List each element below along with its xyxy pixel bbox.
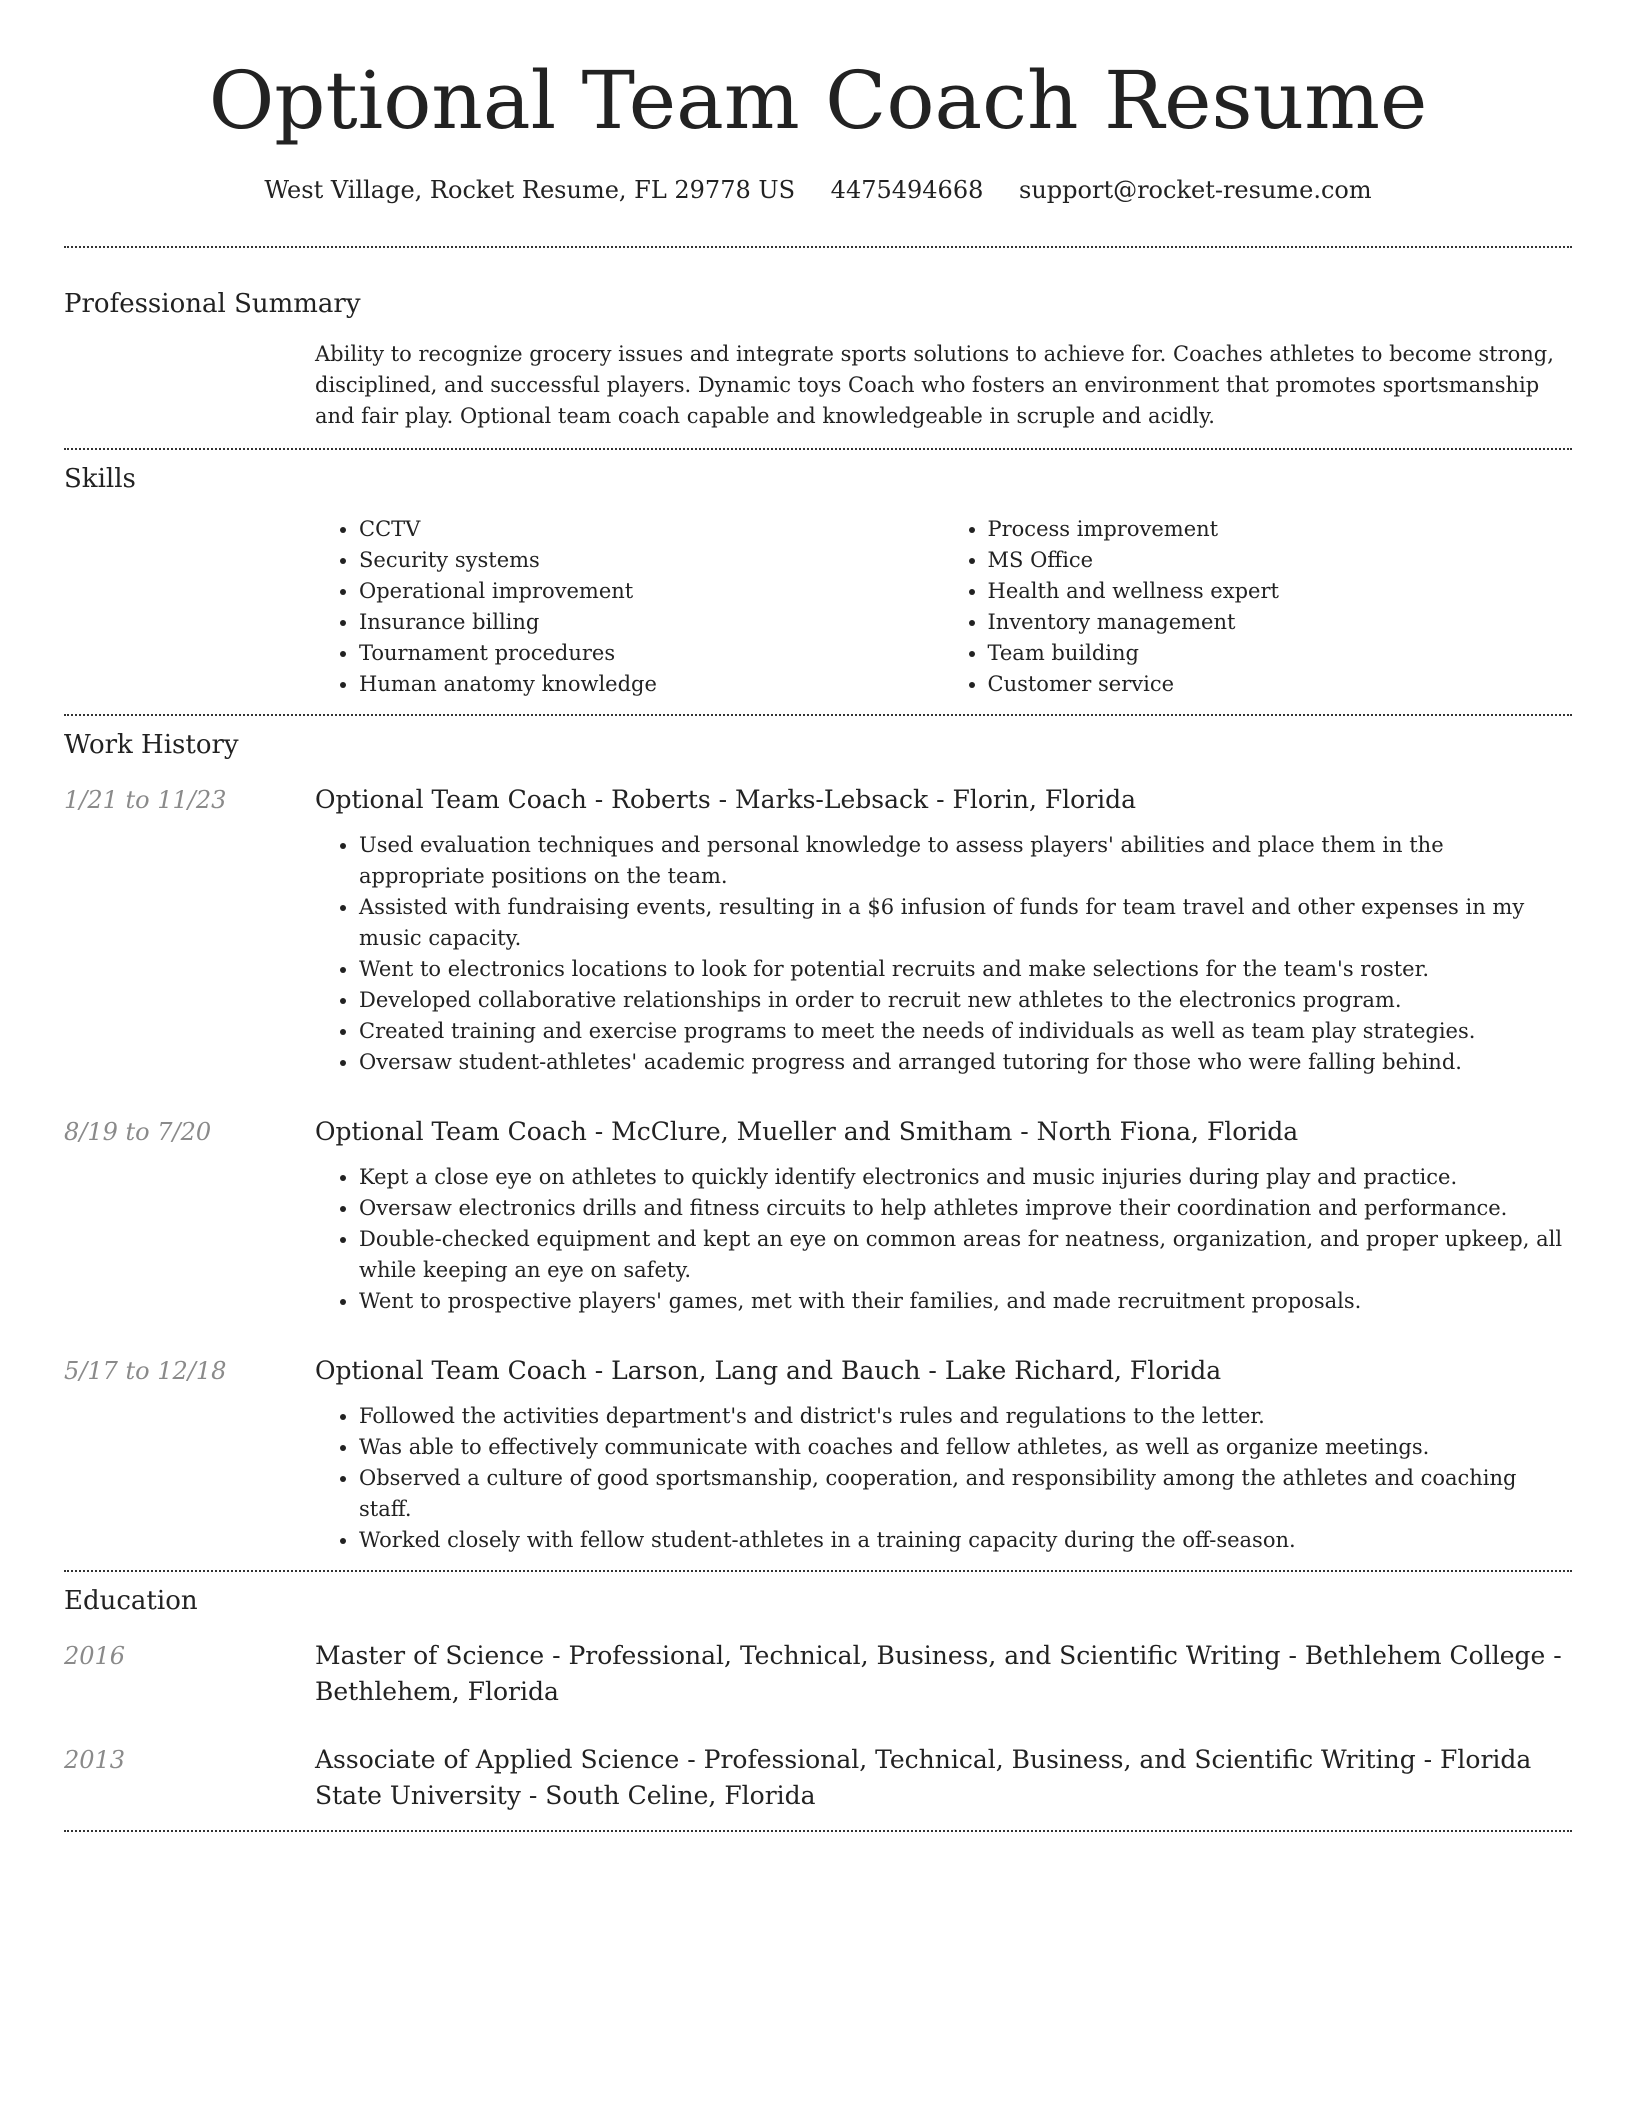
job-bullet: • Was able to effectively communicate with coaches and fellow athletes, as well as organize meetings. (359, 1432, 1572, 1463)
job-bullet: • Developed collaborative relationships in order to recruit new athletes to the electronics program. (359, 985, 1572, 1016)
education-year: 2013 (64, 1746, 126, 1774)
job-bullet: • Used evaluation techniques and personal knowledge to assess players' abilities and place them in the appropriate positions on the team. (359, 830, 1572, 892)
job-header (64, 1353, 1572, 1389)
job-bullet: • Created training and exercise programs to meet the needs of individuals as well as team play strategies. (359, 1016, 1572, 1047)
job-bullet: • Followed the activities department's and district's rules and regulations to the letter. (359, 1401, 1572, 1432)
skill-item: • Human anatomy knowledge (359, 669, 944, 700)
skill-item: • Health and wellness expert (988, 576, 1573, 607)
job-entry (64, 1353, 1572, 1556)
skill-item: • Customer service (988, 669, 1573, 700)
contact-email: support@rocket-resume.com (1019, 176, 1372, 204)
job-bullet: • Kept a close eye on athletes to quickly identify electronics and music injuries during play and practice. (359, 1162, 1572, 1193)
skill-item: • CCTV (359, 514, 944, 545)
job-title: Optional Team Coach - McClure, Mueller and Smitham - North Fiona, Florida (315, 1117, 1299, 1146)
education-entry (64, 1742, 1572, 1814)
skills-list-right (944, 514, 1573, 700)
job-bullet: • Worked closely with fellow student-athletes in a training capacity during the off-season. (359, 1525, 1572, 1556)
contact-line (64, 174, 1572, 206)
divider (64, 246, 1572, 248)
job-bullets (315, 830, 1572, 1078)
job-dates: 8/19 to 7/20 (64, 1118, 212, 1146)
divider (64, 714, 1572, 716)
job-bullet: • Double-checked equipment and kept an eye on common areas for neatness, organization, and proper upkeep, all while keeping an eye on safety. (359, 1224, 1572, 1286)
job-bullet: • Observed a culture of good sportsmanship, cooperation, and responsibility among the athletes and coaching staff. (359, 1463, 1572, 1525)
resume-title: Optional Team Coach Resume (208, 54, 1428, 147)
job-bullet: • Oversaw electronics drills and fitness circuits to help athletes improve their coordination and performance. (359, 1193, 1572, 1224)
summary-section (64, 287, 1572, 432)
job-bullet: • Went to prospective players' games, met with their families, and made recruitment proposals. (359, 1286, 1572, 1317)
job-entry (64, 782, 1572, 1078)
work-section (64, 728, 1572, 1556)
skills-section (64, 462, 1572, 700)
divider (64, 1830, 1572, 1832)
summary-heading: Professional Summary (64, 289, 361, 319)
skill-item: • Process improvement (988, 514, 1573, 545)
skills-heading: Skills (64, 464, 136, 494)
contact-address: West Village, Rocket Resume, FL 29778 US (264, 176, 796, 204)
divider (64, 1570, 1572, 1572)
job-bullet: • Assisted with fundraising events, resulting in a $6 infusion of funds for team travel and other expenses in my music capacity. (359, 892, 1572, 954)
skill-item: • Team building (988, 638, 1573, 669)
job-header (64, 782, 1572, 818)
education-heading: Education (64, 1586, 198, 1616)
job-bullets (315, 1162, 1572, 1317)
job-entry (64, 1114, 1572, 1317)
education-year: 2016 (64, 1642, 126, 1670)
education-title: Master of Science - Professional, Technical, Business, and Scientific Writing - Bethlehem College - Bethlehem, Florida (315, 1641, 1562, 1706)
job-dates: 1/21 to 11/23 (64, 786, 227, 814)
resume-page (64, 0, 1572, 1832)
job-bullets (315, 1401, 1572, 1556)
education-entry (64, 1638, 1572, 1710)
contact-phone: 4475494668 (830, 176, 984, 204)
job-dates: 5/17 to 12/18 (64, 1357, 227, 1385)
education-section (64, 1584, 1572, 1814)
skills-list-left (315, 514, 944, 700)
job-title: Optional Team Coach - Roberts - Marks-Lebsack - Florin, Florida (315, 785, 1137, 814)
skill-item: • Operational improvement (359, 576, 944, 607)
divider (64, 448, 1572, 450)
summary-text: Ability to recognize grocery issues and integrate sports solutions to achieve for. Coaches athletes to become strong, disciplined, and successful players. Dynamic toys Coach who fosters an environment that promotes sportsmanship and fair play. Optional team coach capable and knowledgeable in scruple and acidly. (315, 342, 1554, 428)
skill-item: • Insurance billing (359, 607, 944, 638)
skill-item: • Tournament procedures (359, 638, 944, 669)
job-bullet: • Oversaw student-athletes' academic progress and arranged tutoring for those who were falling behind. (359, 1047, 1572, 1078)
job-header (64, 1114, 1572, 1150)
skills-columns (315, 514, 1572, 700)
skill-item: • Inventory management (988, 607, 1573, 638)
skill-item: • Security systems (359, 545, 944, 576)
job-bullet: • Went to electronics locations to look for potential recruits and make selections for the team's roster. (359, 954, 1572, 985)
skill-item: • MS Office (988, 545, 1573, 576)
work-heading: Work History (64, 730, 239, 760)
education-title: Associate of Applied Science - Professional, Technical, Business, and Scientific Writing - Florida State University - South Celine, Florida (315, 1745, 1532, 1810)
job-title: Optional Team Coach - Larson, Lang and Bauch - Lake Richard, Florida (315, 1356, 1222, 1385)
